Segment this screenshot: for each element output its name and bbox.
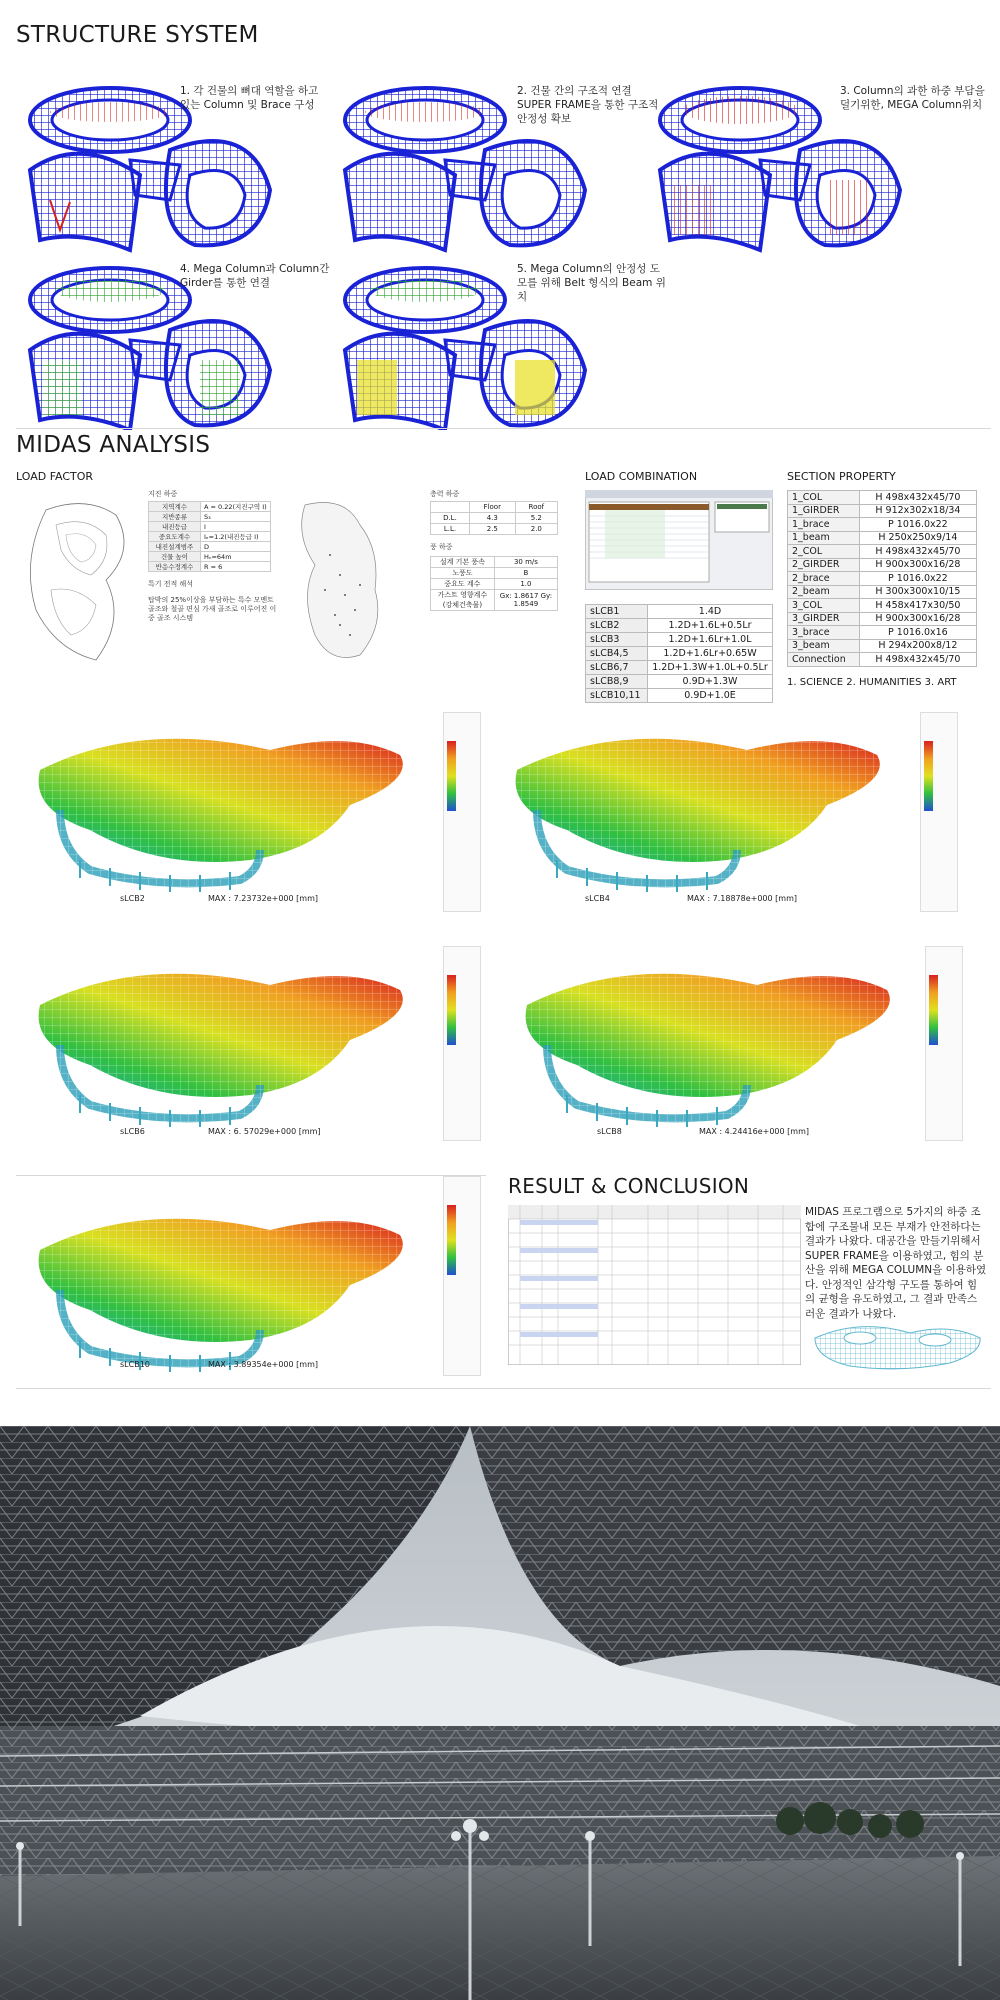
- seismic-value: S₃: [201, 512, 271, 522]
- contour-legend: [925, 946, 963, 1141]
- section-size: H 458x417x30/50: [859, 599, 976, 613]
- wind-value: 30 m/s: [494, 557, 557, 568]
- diagram-3: [660, 88, 900, 250]
- deformed-model: [20, 1190, 430, 1380]
- contour-legend: [443, 946, 481, 1141]
- structure-caption-4: 4. Mega Column과 Column간 Girder를 통한 연결: [180, 263, 330, 289]
- section-size: P 1016.0x16: [859, 626, 976, 640]
- seismic-key: 건물 높이: [149, 552, 201, 562]
- lcb-name: sLCB10,11: [586, 689, 648, 703]
- result-title: RESULT & CONCLUSION: [508, 1174, 750, 1198]
- wind-key: 노풍도: [431, 568, 495, 579]
- section-name: 2_GIRDER: [788, 558, 860, 572]
- displacement-plot-slcb8: [507, 945, 937, 1145]
- section-name: 1_COL: [788, 491, 860, 505]
- structure-diagrams: [0, 70, 1000, 430]
- section-size: H 912x302x18/34: [859, 504, 976, 518]
- load-factor-heading: LOAD FACTOR: [16, 470, 94, 483]
- midas-title: MIDAS ANALYSIS: [16, 432, 211, 458]
- lcb-name: sLCB8,9: [586, 675, 648, 689]
- wind-key: 설계 기본 풍속: [431, 557, 495, 568]
- seismic-key: 중요도계수: [149, 532, 201, 542]
- floor-load-cell: 2.5: [469, 524, 515, 535]
- section-size: H 294x200x8/12: [859, 639, 976, 653]
- plot-max: MAX : 6. 57029e+000 [mm]: [208, 1127, 321, 1136]
- section-size: H 900x300x16/28: [859, 558, 976, 572]
- lcb-name: sLCB6,7: [586, 661, 648, 675]
- section-name: 3_brace: [788, 626, 860, 640]
- section-name: 1_GIRDER: [788, 504, 860, 518]
- section-name: 1_beam: [788, 531, 860, 545]
- deformed-model: [20, 945, 430, 1135]
- plot-name: sLCB6: [120, 1127, 145, 1136]
- legend-color-bar: [447, 1205, 456, 1275]
- seismic-value: Iₑ=1.2(내진등급 Ⅰ): [201, 532, 271, 542]
- section-name: 3_beam: [788, 639, 860, 653]
- deformed-model: [507, 945, 917, 1135]
- diagram-1: [30, 88, 270, 250]
- floor-load-head: Roof: [515, 502, 557, 513]
- plot-max: MAX : 3.89354e+000 [mm]: [208, 1360, 318, 1369]
- wind-load-title: 풍 하중: [430, 543, 453, 551]
- floor-load-cell: L.L.: [431, 524, 470, 535]
- member-check-table: [508, 1205, 801, 1365]
- contour-legend: [920, 712, 958, 912]
- wind-key: 중요도 계수: [431, 579, 495, 590]
- floor-load-head: [431, 502, 470, 513]
- special-analysis-text: 탑박의 25%이상을 부담하는 특수 모멘트 골조와 철골 편심 가새 골조로 이루어진 이중 골조 시스템: [148, 596, 277, 622]
- wind-value: B: [494, 568, 557, 579]
- lcb-name: sLCB1: [586, 605, 648, 619]
- section-size: H 498x432x45/70: [859, 545, 976, 559]
- section-size: H 250x250x9/14: [859, 531, 976, 545]
- seismic-value: Hₙ=64m: [201, 552, 271, 562]
- section-size: H 900x300x16/28: [859, 612, 976, 626]
- legend-color-bar: [447, 741, 456, 811]
- structure-caption-1: 1. 각 건물의 뼈대 역할을 하고 있는 Column 및 Brace 구성: [180, 85, 319, 111]
- section-size: H 300x300x10/15: [859, 585, 976, 599]
- divider: [16, 1175, 486, 1176]
- section-name: 2_brace: [788, 572, 860, 586]
- plot-max: MAX : 7.18878e+000 [mm]: [687, 894, 797, 903]
- section-name: 3_COL: [788, 599, 860, 613]
- seismic-value: Ⅰ: [201, 522, 271, 532]
- structure-caption-5: 5. Mega Column의 안정성 도모를 위해 Belt 형식의 Beam 위치: [517, 263, 666, 303]
- seismic-value: D: [201, 542, 271, 552]
- floor-load-cell: 2.0: [515, 524, 557, 535]
- floor-load-cell: 5.2: [515, 513, 557, 524]
- deformed-model: [20, 710, 430, 900]
- wind-value: Gx: 1.8617 Gy: 1.8549: [494, 590, 557, 611]
- plot-max: MAX : 7.23732e+000 [mm]: [208, 894, 318, 903]
- lcb-name: sLCB3: [586, 633, 648, 647]
- diagram-4: [30, 268, 270, 430]
- displacement-plot-slcb2: [20, 710, 450, 910]
- displacement-plot-slcb10: [20, 1190, 450, 1390]
- lcb-name: sLCB4,5: [586, 647, 648, 661]
- seismic-key: 지역계수: [149, 502, 201, 512]
- lcb-formula: 1.2D+1.6L+0.5Lr: [648, 619, 773, 633]
- result-text: MIDAS 프로그램으로 5가지의 하중 조합에 구조물내 모든 부재가 안전하다는 결과가 나왔다. 대공간을 만들기위해서 SUPER FRAME을 이용하였고, 힘의 분산을 위해 MEGA COLUMN을 이용하였다. 안정적인 삼각형 구도를 통하여 힘의 균형을 유도하였고, 그 결과 만족스러운 결과가 나왔다.: [805, 1206, 987, 1320]
- divider: [16, 1388, 991, 1389]
- structure-model-thumbnail: [810, 1318, 985, 1373]
- legend-color-bar: [929, 975, 938, 1045]
- structure-caption-2: 2. 건물 간의 구조적 연결 SUPER FRAME을 통한 구조적 안정성 확보: [517, 85, 659, 125]
- seismic-value: A = 0.22(지진구역 Ⅰ): [201, 502, 271, 512]
- load-combination-heading: LOAD COMBINATION: [585, 470, 698, 483]
- section-size: P 1016.0x22: [859, 518, 976, 532]
- section-name: 2_beam: [788, 585, 860, 599]
- floor-load-table: [430, 501, 558, 535]
- displacement-plot-slcb4: [497, 710, 927, 910]
- floor-load-title: 층력 하중: [430, 490, 460, 498]
- lcb-formula: 1.2D+1.6Lr+1.0L: [648, 633, 773, 647]
- seismic-key: 반응수정계수: [149, 562, 201, 572]
- legend-color-bar: [447, 975, 456, 1045]
- seismic-key: 내진설계범주: [149, 542, 201, 552]
- seismic-title: 지진 하중: [148, 490, 178, 498]
- plot-name: sLCB10: [120, 1360, 150, 1369]
- plot-max: MAX : 4.24416e+000 [mm]: [699, 1127, 809, 1136]
- lcb-name: sLCB2: [586, 619, 648, 633]
- wind-load-table: [430, 556, 558, 611]
- seismic-key: 지반종류: [149, 512, 201, 522]
- structure-title: STRUCTURE SYSTEM: [16, 22, 259, 48]
- plot-name: sLCB4: [585, 894, 610, 903]
- plot-name: sLCB2: [120, 894, 145, 903]
- floor-load-head: Floor: [469, 502, 515, 513]
- section-size: P 1016.0x22: [859, 572, 976, 586]
- section-name: Connection: [788, 653, 860, 667]
- section-size: H 498x432x45/70: [859, 653, 976, 667]
- seismic-key: 내진등급: [149, 522, 201, 532]
- special-analysis-title: 특기 전적 해석: [148, 580, 194, 588]
- structure-caption-3: 3. Column의 과한 하중 부담을 덜기위한, MEGA Column위치: [840, 85, 985, 111]
- seismic-zone-map: [16, 490, 146, 670]
- deformed-model: [497, 710, 907, 900]
- contour-legend: [443, 712, 481, 912]
- wind-value: 1.0: [494, 579, 557, 590]
- load-combination-table: [585, 604, 773, 703]
- plot-name: sLCB8: [597, 1127, 622, 1136]
- legend-color-bar: [924, 741, 933, 811]
- midas-dialog-screenshot: [585, 490, 773, 590]
- lcb-formula: 1.4D: [648, 605, 773, 619]
- section-property-heading: SECTION PROPERTY: [787, 470, 896, 483]
- section-name: 3_GIRDER: [788, 612, 860, 626]
- lcb-formula: 0.9D+1.0E: [648, 689, 773, 703]
- floor-load-cell: D.L.: [431, 513, 470, 524]
- section-size: H 498x432x45/70: [859, 491, 976, 505]
- wind-key: 가스트 영향계수 (강체건축물): [431, 590, 495, 611]
- displacement-plot-slcb6: [20, 945, 450, 1145]
- section-name: 2_COL: [788, 545, 860, 559]
- seismic-table: [148, 501, 271, 572]
- lcb-formula: 0.9D+1.3W: [648, 675, 773, 689]
- section-property-table: [787, 490, 977, 667]
- interior-render: [0, 1426, 1000, 2000]
- contour-legend: [443, 1176, 481, 1376]
- seismic-value: R = 6: [201, 562, 271, 572]
- section-name: 1_brace: [788, 518, 860, 532]
- lcb-formula: 1.2D+1.6Lr+0.65W: [648, 647, 773, 661]
- section-property-note: 1. SCIENCE 2. HUMANITIES 3. ART: [787, 677, 957, 688]
- korea-map: [285, 495, 415, 670]
- floor-load-cell: 4.3: [469, 513, 515, 524]
- lcb-formula: 1.2D+1.3W+1.0L+0.5Lr: [648, 661, 773, 675]
- divider: [16, 428, 991, 429]
